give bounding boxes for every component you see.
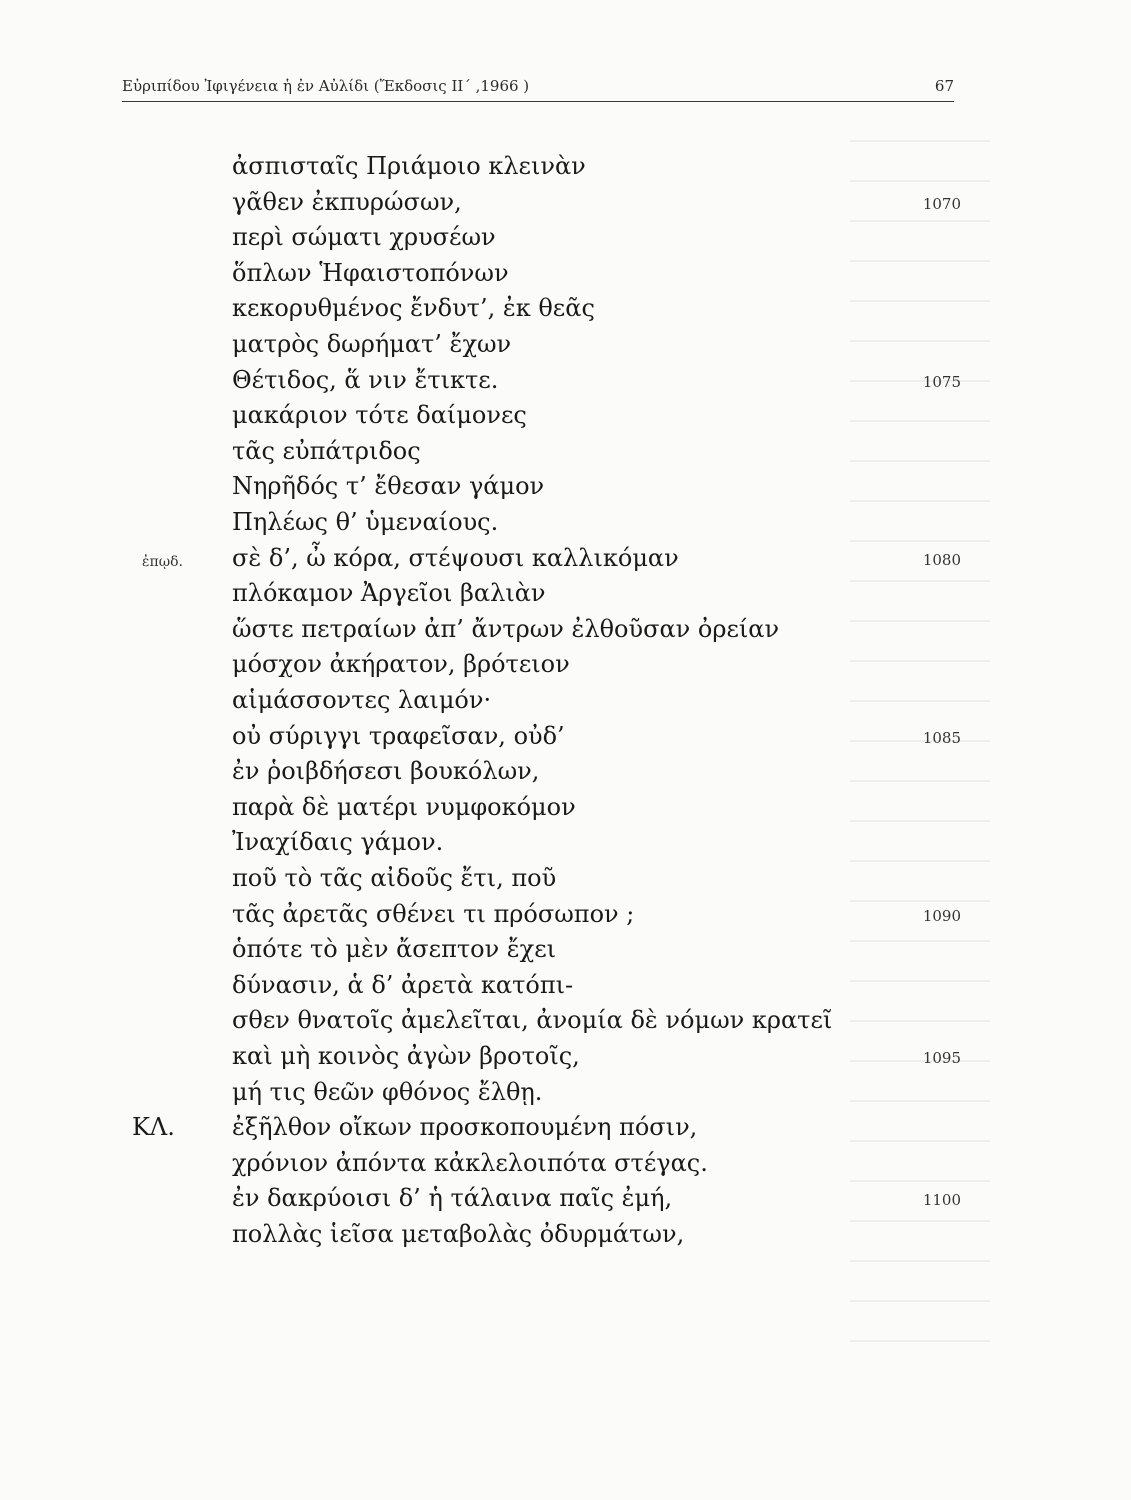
verse-line xyxy=(0,826,1131,859)
verse-line xyxy=(0,613,1131,646)
line-number: 1080 xyxy=(922,550,961,569)
verse-line xyxy=(0,648,1131,681)
verse-text: Πηλέως θ’ ὑμεναίους. xyxy=(232,508,499,536)
verse-text: καὶ μὴ κοινὸς ἀγὼν βροτοῖς, xyxy=(232,1042,580,1070)
verse-line xyxy=(0,542,1131,575)
verse-text: πλόκαμον Ἀργεῖοι βαλιὰν xyxy=(232,579,546,608)
verse-line xyxy=(0,791,1131,824)
margin-note: ἐπῳδ. xyxy=(142,553,184,570)
verse-text: αἱμάσσοντες λαιμόν· xyxy=(232,686,492,714)
verse-line xyxy=(0,1076,1131,1109)
verse-line xyxy=(0,1182,1131,1215)
verse-text: τᾶς ἀρετᾶς σθένει τι πρόσωπον ; xyxy=(232,899,635,928)
verse-text: κεκορυθμένος ἔνδυτ’, ἐκ θεᾶς xyxy=(232,294,595,323)
header-rule xyxy=(122,101,954,102)
verse-text: σθεν θνατοῖς ἀμελεῖται, ἀνομία δὲ νόμων κρατεῖ xyxy=(232,1006,833,1035)
verse-line xyxy=(0,969,1131,1002)
verse-text: πολλὰς ἱεῖσα μεταβολὰς ὀδυρμάτων, xyxy=(232,1220,685,1248)
speaker-label: ΚΛ. xyxy=(132,1113,175,1142)
verse-line xyxy=(0,1111,1131,1144)
verse-line xyxy=(0,933,1131,966)
verse-text: ποῦ τὸ τᾶς αἰδοῦς ἔτι, ποῦ xyxy=(232,864,557,892)
verse-text: δύνασιν, ἁ δ’ ἀρετὰ κατόπι- xyxy=(232,970,574,999)
line-number: 1070 xyxy=(922,194,961,213)
verse-line xyxy=(0,1218,1131,1251)
verse-line xyxy=(0,898,1131,931)
verse-text: ἐν ῥοιβδήσεσι βουκόλων, xyxy=(232,757,540,786)
verse-line xyxy=(0,720,1131,753)
verse-line xyxy=(0,470,1131,503)
page-number: 67 xyxy=(934,77,954,95)
verse-text: μακάριον τότε δαίμονες xyxy=(232,401,527,430)
verse-text: Ἰναχίδαις γάμον. xyxy=(232,828,444,857)
verse-line xyxy=(0,506,1131,539)
verse-text: γᾶθεν ἐκπυρώσων, xyxy=(232,187,462,216)
verse-line xyxy=(0,1040,1131,1073)
verse-text: τᾶς εὐπάτριδος xyxy=(232,436,421,465)
verse-text: ἐξῆλθον οἴκων προσκοπουμένη πόσιν, xyxy=(232,1113,698,1142)
running-title: Εὐριπίδου Ἰφιγένεια ἡ ἐν Αὐλίδι (Ἔκδοσις ΙΙ΄ ,1966 ) xyxy=(122,77,530,95)
verse-line xyxy=(0,292,1131,325)
verse-text: Νηρῆδός τ’ ἔθεσαν γάμον xyxy=(232,472,545,501)
verse-line xyxy=(0,257,1131,290)
verse-line xyxy=(0,862,1131,895)
verse-text: ὥστε πετραίων ἀπ’ ἄντρων ἐλθοῦσαν ὀρείαν xyxy=(232,614,780,643)
line-number: 1095 xyxy=(922,1049,961,1067)
running-header xyxy=(122,74,954,98)
verse-text: μή τις θεῶν φθόνος ἔλθῃ. xyxy=(232,1077,543,1106)
verse-text: ἐν δακρύοισι δ’ ἡ τάλαινα παῖς ἐμή, xyxy=(232,1184,673,1213)
line-number: 1075 xyxy=(922,372,961,391)
verse-text: σὲ δ’, ὦ κόρα, στέψουσι καλλικόμαν xyxy=(232,543,679,572)
verse-text: ματρὸς δωρήματ’ ἔχων xyxy=(232,330,512,358)
verse-text: ὁπότε τὸ μὲν ἄσεπτον ἔχει xyxy=(232,935,557,964)
verse-text: οὐ σύριγγι τραφεῖσαν, οὐδ’ xyxy=(232,721,565,750)
verse-line xyxy=(0,221,1131,254)
verse-line xyxy=(0,364,1131,397)
verse-text: ὅπλων Ἡφαιστοπόνων xyxy=(232,258,509,287)
verse-line xyxy=(0,186,1131,219)
verse-text: Θέτιδος, ἅ νιν ἔτικτε. xyxy=(232,365,499,394)
verse-line xyxy=(0,399,1131,432)
line-number: 1100 xyxy=(922,1191,961,1210)
verse-line xyxy=(0,1147,1131,1180)
verse-line xyxy=(0,684,1131,717)
verse-text: περὶ σώματι χρυσέων xyxy=(232,223,496,252)
verse-line xyxy=(0,435,1131,468)
verse-text: παρὰ δὲ ματέρι νυμφοκόμον xyxy=(232,792,576,821)
verse-line xyxy=(0,755,1131,788)
verse-line xyxy=(0,150,1131,183)
verse-line xyxy=(0,328,1131,361)
line-number: 1090 xyxy=(922,906,961,925)
verse-line xyxy=(0,577,1131,610)
verse-text: χρόνιον ἀπόντα κἀκλελοιπότα στέγας. xyxy=(232,1148,708,1177)
verse-text: μόσχον ἀκήρατον, βρότειον xyxy=(232,650,570,679)
line-number: 1085 xyxy=(922,728,961,747)
verse-line xyxy=(0,1004,1131,1037)
verse-text: ἀσπισταῖς Πριάμοιο κλεινὰν xyxy=(232,152,586,180)
